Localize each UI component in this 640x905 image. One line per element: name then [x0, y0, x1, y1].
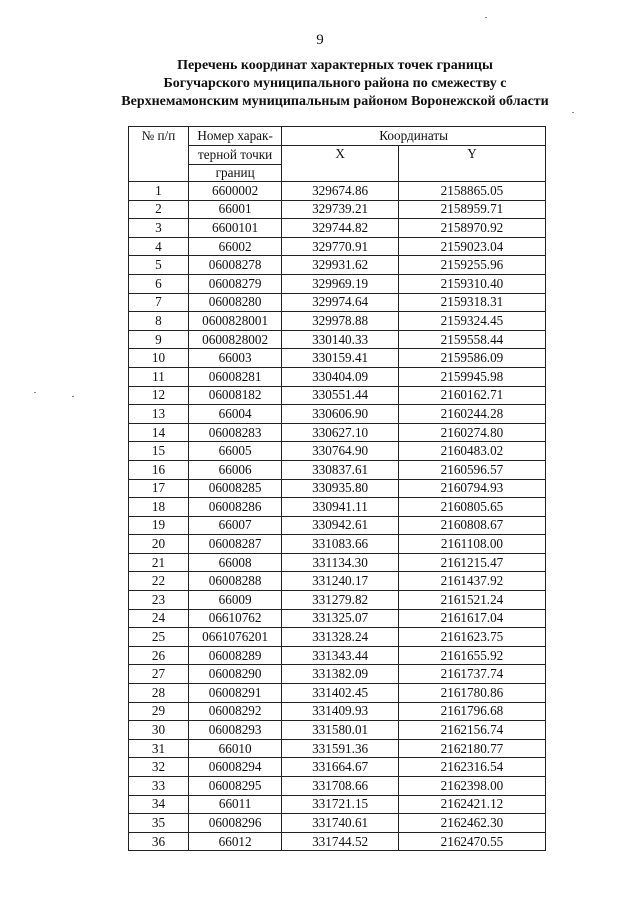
coord-x-cell: 330941.11 [282, 498, 399, 517]
coord-y-cell: 2160244.28 [398, 405, 545, 424]
title-line: Богучарского муниципального района по смежеству с [163, 76, 507, 91]
title-line: Верхнемамонским муниципальным районом Воронежской области [121, 94, 549, 109]
point-number-cell: 06008290 [188, 665, 281, 684]
header-point-number-line2: терной точки [188, 146, 281, 165]
row-number-cell: 29 [129, 702, 189, 721]
row-number-cell: 32 [129, 758, 189, 777]
coord-y-cell: 2159310.40 [398, 274, 545, 293]
point-number-cell: 06008280 [188, 293, 281, 312]
coord-y-cell: 2161521.24 [398, 591, 545, 610]
table-row [129, 349, 546, 368]
row-number-cell: 6 [129, 274, 189, 293]
coord-y-cell: 2162316.54 [398, 758, 545, 777]
coord-x-cell: 330935.80 [282, 479, 399, 498]
header-point-number-line3: границ [188, 165, 281, 182]
table-row [129, 739, 546, 758]
coord-y-cell: 2162180.77 [398, 739, 545, 758]
point-number-cell: 66001 [188, 200, 281, 219]
coord-x-cell: 329739.21 [282, 200, 399, 219]
header-coordinates: Координаты [282, 127, 546, 146]
point-number-cell: 6600101 [188, 219, 281, 238]
table-row [129, 591, 546, 610]
coord-y-cell: 2161215.47 [398, 553, 545, 572]
table-row [129, 479, 546, 498]
table-row [129, 367, 546, 386]
row-number-cell: 25 [129, 628, 189, 647]
point-number-cell: 06008287 [188, 535, 281, 554]
coord-x-cell: 329931.62 [282, 256, 399, 275]
coord-y-cell: 2162398.00 [398, 777, 545, 796]
row-number-cell: 34 [129, 795, 189, 814]
row-number-cell: 27 [129, 665, 189, 684]
coord-y-cell: 2158865.05 [398, 182, 545, 201]
header-row-number: № п/п [129, 127, 189, 182]
coord-x-cell: 330159.41 [282, 349, 399, 368]
point-number-cell: 66012 [188, 832, 281, 851]
coord-y-cell: 2160274.80 [398, 423, 545, 442]
scan-speck [485, 17, 487, 18]
point-number-cell: 06008294 [188, 758, 281, 777]
row-number-cell: 31 [129, 739, 189, 758]
table-row [129, 684, 546, 703]
point-number-cell: 66010 [188, 739, 281, 758]
row-number-cell: 11 [129, 367, 189, 386]
point-number-cell: 06008278 [188, 256, 281, 275]
table-row [129, 572, 546, 591]
coord-y-cell: 2160808.67 [398, 516, 545, 535]
coord-x-cell: 331664.67 [282, 758, 399, 777]
row-number-cell: 2 [129, 200, 189, 219]
scan-speck [72, 396, 74, 397]
point-number-cell: 06008289 [188, 646, 281, 665]
table-row [129, 219, 546, 238]
coord-y-cell: 2160483.02 [398, 442, 545, 461]
coord-y-cell: 2161737.74 [398, 665, 545, 684]
coord-x-cell: 329744.82 [282, 219, 399, 238]
row-number-cell: 23 [129, 591, 189, 610]
point-number-cell: 0600828001 [188, 312, 281, 331]
coord-x-cell: 329674.86 [282, 182, 399, 201]
table-row [129, 553, 546, 572]
table-row [129, 274, 546, 293]
row-number-cell: 19 [129, 516, 189, 535]
coord-y-cell: 2162421.12 [398, 795, 545, 814]
table-row [129, 702, 546, 721]
coord-y-cell: 2161623.75 [398, 628, 545, 647]
table-row [129, 460, 546, 479]
row-number-cell: 4 [129, 237, 189, 256]
row-number-cell: 22 [129, 572, 189, 591]
point-number-cell: 66003 [188, 349, 281, 368]
table-row [129, 777, 546, 796]
row-number-cell: 15 [129, 442, 189, 461]
point-number-cell: 06008279 [188, 274, 281, 293]
point-number-cell: 66011 [188, 795, 281, 814]
table-row [129, 721, 546, 740]
row-number-cell: 36 [129, 832, 189, 851]
table-row [129, 832, 546, 851]
coord-x-cell: 330627.10 [282, 423, 399, 442]
table-row [129, 237, 546, 256]
table-row [129, 442, 546, 461]
coord-y-cell: 2158970.92 [398, 219, 545, 238]
header-x: X [282, 146, 399, 182]
point-number-cell: 66006 [188, 460, 281, 479]
table-row [129, 200, 546, 219]
coord-x-cell: 330942.61 [282, 516, 399, 535]
point-number-cell: 66002 [188, 237, 281, 256]
coord-y-cell: 2159945.98 [398, 367, 545, 386]
table-row [129, 312, 546, 331]
row-number-cell: 1 [129, 182, 189, 201]
point-number-cell: 06610762 [188, 609, 281, 628]
point-number-cell: 06008285 [188, 479, 281, 498]
row-number-cell: 17 [129, 479, 189, 498]
coord-y-cell: 2161108.00 [398, 535, 545, 554]
coord-x-cell: 331343.44 [282, 646, 399, 665]
coord-x-cell: 330140.33 [282, 330, 399, 349]
point-number-cell: 06008291 [188, 684, 281, 703]
row-number-cell: 8 [129, 312, 189, 331]
row-number-cell: 26 [129, 646, 189, 665]
coord-x-cell: 331279.82 [282, 591, 399, 610]
coord-x-cell: 331402.45 [282, 684, 399, 703]
coord-x-cell: 331409.93 [282, 702, 399, 721]
table-row [129, 386, 546, 405]
row-number-cell: 18 [129, 498, 189, 517]
row-number-cell: 9 [129, 330, 189, 349]
coordinates-table [128, 126, 546, 851]
coord-y-cell: 2160794.93 [398, 479, 545, 498]
table-row [129, 423, 546, 442]
coord-y-cell: 2159558.44 [398, 330, 545, 349]
table-row [129, 405, 546, 424]
point-number-cell: 6600002 [188, 182, 281, 201]
coord-x-cell: 331740.61 [282, 814, 399, 833]
coord-x-cell: 331328.24 [282, 628, 399, 647]
point-number-cell: 06008288 [188, 572, 281, 591]
coord-x-cell: 330764.90 [282, 442, 399, 461]
coord-y-cell: 2159324.45 [398, 312, 545, 331]
page-number: 9 [316, 32, 324, 48]
coord-x-cell: 329770.91 [282, 237, 399, 256]
table-row [129, 182, 546, 201]
coord-y-cell: 2161655.92 [398, 646, 545, 665]
point-number-cell: 66009 [188, 591, 281, 610]
coord-y-cell: 2160596.57 [398, 460, 545, 479]
coord-x-cell: 331580.01 [282, 721, 399, 740]
point-number-cell: 06008296 [188, 814, 281, 833]
point-number-cell: 0661076201 [188, 628, 281, 647]
table-row [129, 609, 546, 628]
point-number-cell: 06008283 [188, 423, 281, 442]
row-number-cell: 16 [129, 460, 189, 479]
point-number-cell: 66005 [188, 442, 281, 461]
coord-y-cell: 2161617.04 [398, 609, 545, 628]
document-title [100, 57, 570, 111]
table-row [129, 758, 546, 777]
row-number-cell: 3 [129, 219, 189, 238]
coord-x-cell: 331325.07 [282, 609, 399, 628]
coord-x-cell: 331134.30 [282, 553, 399, 572]
row-number-cell: 33 [129, 777, 189, 796]
coord-x-cell: 331721.15 [282, 795, 399, 814]
point-number-cell: 66007 [188, 516, 281, 535]
row-number-cell: 21 [129, 553, 189, 572]
table-row [129, 516, 546, 535]
coord-y-cell: 2158959.71 [398, 200, 545, 219]
header-y: Y [398, 146, 545, 182]
table-row [129, 814, 546, 833]
row-number-cell: 30 [129, 721, 189, 740]
coord-y-cell: 2162156.74 [398, 721, 545, 740]
point-number-cell: 06008281 [188, 367, 281, 386]
row-number-cell: 13 [129, 405, 189, 424]
coord-x-cell: 329978.88 [282, 312, 399, 331]
coord-y-cell: 2159586.09 [398, 349, 545, 368]
coord-x-cell: 331083.66 [282, 535, 399, 554]
point-number-cell: 06008286 [188, 498, 281, 517]
table-row [129, 665, 546, 684]
coord-y-cell: 2161796.68 [398, 702, 545, 721]
point-number-cell: 66004 [188, 405, 281, 424]
scan-speck [34, 392, 36, 393]
table-row [129, 256, 546, 275]
table-body [129, 182, 546, 851]
table-row [129, 646, 546, 665]
row-number-cell: 10 [129, 349, 189, 368]
title-line: Перечень координат характерных точек границы [177, 58, 493, 73]
coord-x-cell: 331591.36 [282, 739, 399, 758]
coord-y-cell: 2160162.71 [398, 386, 545, 405]
table-row [129, 330, 546, 349]
coord-y-cell: 2161437.92 [398, 572, 545, 591]
row-number-cell: 28 [129, 684, 189, 703]
coord-x-cell: 330837.61 [282, 460, 399, 479]
point-number-cell: 06008182 [188, 386, 281, 405]
row-number-cell: 35 [129, 814, 189, 833]
coord-y-cell: 2159023.04 [398, 237, 545, 256]
row-number-cell: 14 [129, 423, 189, 442]
coord-y-cell: 2160805.65 [398, 498, 545, 517]
table-row [129, 498, 546, 517]
scan-speck [572, 112, 574, 113]
header-point-number-line1: Номер харак- [188, 127, 281, 146]
coord-y-cell: 2159318.31 [398, 293, 545, 312]
coord-x-cell: 331708.66 [282, 777, 399, 796]
table-row [129, 628, 546, 647]
coord-y-cell: 2159255.96 [398, 256, 545, 275]
coord-x-cell: 329969.19 [282, 274, 399, 293]
point-number-cell: 06008295 [188, 777, 281, 796]
table-row [129, 293, 546, 312]
point-number-cell: 06008293 [188, 721, 281, 740]
point-number-cell: 0600828002 [188, 330, 281, 349]
coord-x-cell: 331744.52 [282, 832, 399, 851]
row-number-cell: 24 [129, 609, 189, 628]
table-row [129, 535, 546, 554]
row-number-cell: 5 [129, 256, 189, 275]
coord-x-cell: 331382.09 [282, 665, 399, 684]
row-number-cell: 20 [129, 535, 189, 554]
coord-x-cell: 329974.64 [282, 293, 399, 312]
point-number-cell: 66008 [188, 553, 281, 572]
coord-y-cell: 2162470.55 [398, 832, 545, 851]
row-number-cell: 12 [129, 386, 189, 405]
coord-x-cell: 330404.09 [282, 367, 399, 386]
coord-y-cell: 2161780.86 [398, 684, 545, 703]
point-number-cell: 06008292 [188, 702, 281, 721]
row-number-cell: 7 [129, 293, 189, 312]
table-row [129, 795, 546, 814]
coord-y-cell: 2162462.30 [398, 814, 545, 833]
coord-x-cell: 330551.44 [282, 386, 399, 405]
coord-x-cell: 331240.17 [282, 572, 399, 591]
coord-x-cell: 330606.90 [282, 405, 399, 424]
